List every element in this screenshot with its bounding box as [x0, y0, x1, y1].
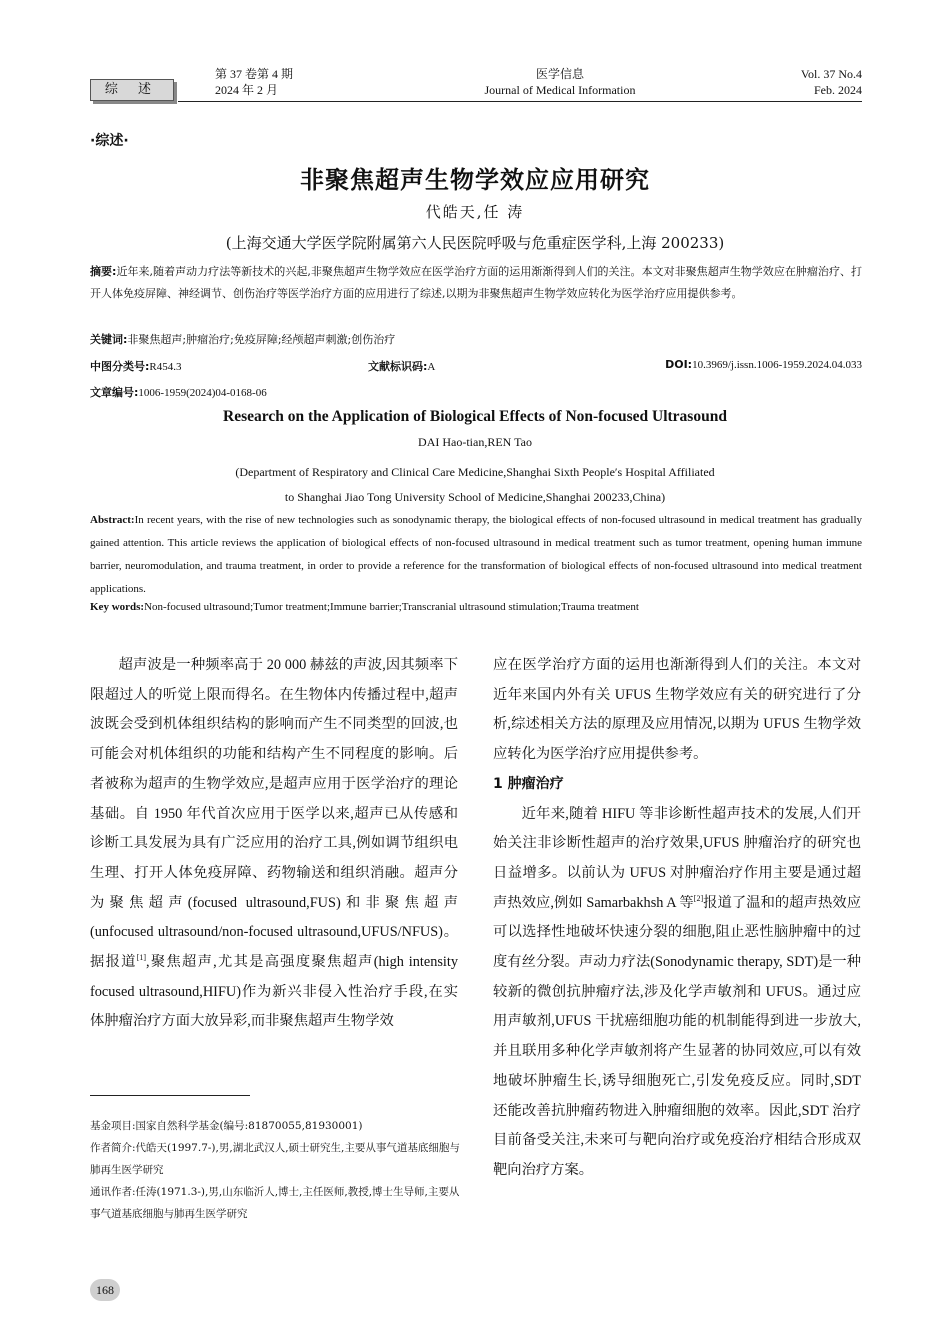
- tumor-text-1: 近年来,随着 HIFU 等非诊断性超声技术的发展,人们开始关注非诊断性超声的治疗效果,UFUS 肿瘤治疗的研究也日益增多。以前认为 UFUS 对肿瘤治疗作用主要是通过超声热效应,例如 Samarbakhsh A 等: [493, 805, 861, 911]
- authors-en: DAI Hao-tian,REN Tao: [418, 435, 532, 449]
- keywords-cn-text: 非聚焦超声;肿瘤治疗;免疫屏障;经颅超声刺激;创伤治疗: [127, 333, 396, 346]
- header-date: 2024 年 2 月: [215, 83, 279, 97]
- article-number: [90, 384, 267, 400]
- abstract-cn: [90, 261, 862, 305]
- authors-cn: 代皓天,任 涛: [425, 203, 525, 221]
- doi: [665, 358, 862, 371]
- abstract-cn-label: 摘要:: [90, 265, 117, 278]
- keywords-en-text: Non-focused ultrasound;Tumor treatment;Immune barrier;Transcranial ultrasound stimulation;Trauma treatment: [144, 601, 639, 613]
- doi-value: 10.3969/j.issn.1006-1959.2024.04.033: [692, 359, 862, 371]
- abstract-en-label: Abstract:: [90, 514, 135, 526]
- keywords-cn-label: 关键词:: [90, 333, 128, 346]
- running-header: [90, 66, 862, 102]
- header-issue: [215, 66, 293, 98]
- abstract-en: [90, 509, 862, 601]
- affiliation-en-line2: to Shanghai Jiao Tong University School of Medicine,Shanghai 200233,China): [284, 490, 666, 504]
- tumor-text-2: 报道了温和的超声热效应可以选择性地破坏快速分裂的细胞,阻止恶性脑肿瘤中的过度有丝分裂。声动力疗法(Sonodynamic therapy, SDT)是一种较新的微创抗肿瘤疗法,涉及化学声敏剂和 UFUS。通过应用声敏剂,UFUS 干扰癌细胞功能的机制能得到进一步放大,并且联用多种化学声敏剂将产生显著的协同效应,可以有效地破坏肿瘤生长,诱导细胞死亡,引发免疫反应。同时,SDT 还能改善抗肿瘤药物进入肿瘤细胞的效率。因此,SDT 治疗目前备受关注,未来可与靶向治疗或免疫治疗相结合形成双靶向治疗方案。: [493, 894, 861, 1178]
- footnote-divider: [90, 1095, 250, 1096]
- doc-value: A: [427, 361, 436, 373]
- clc-label: 中图分类号:: [90, 360, 150, 373]
- affiliation-cn: (上海交通大学医学院附属第六人民医院呼吸与危重症医学科,上海 200233): [225, 234, 725, 252]
- header-volume-en: [801, 66, 862, 98]
- footnotes: [90, 1115, 460, 1225]
- doc-code: [368, 358, 435, 374]
- footnote-corresponding: 通讯作者:任涛(1971.3-),男,山东临沂人,博士,主任医师,教授,博士生导师,主要从事气道基底细胞与肺再生医学研究: [90, 1186, 460, 1220]
- article-label: 文章编号:: [90, 386, 139, 399]
- keywords-en-label: Key words:: [90, 601, 145, 613]
- keywords-cn: [90, 331, 395, 347]
- paper-title-en: Research on the Application of Biological Effects of Non-focused Ultrasound: [223, 408, 727, 425]
- footnote-author-bio: 作者简介:代皓天(1997.7-),男,湖北武汉人,硕士研究生,主要从事气道基底细胞与肺再生医学研究: [90, 1142, 460, 1176]
- header-vol-no: Vol. 37 No.4: [800, 67, 862, 81]
- intro-text-1: 超声波是一种频率高于 20 000 赫兹的声波,因其频率下限超过人的听觉上限而得名。在生物体内传播过程中,超声波既会受到机体组织结构的影响而产生不同类型的回波,也可能会对机体组织的功能和结构产生不同程度的影响。后者被称为超声的生物学效应,是超声应用于医学治疗的理论基础。自 1950 年代首次应用于医学以来,超声已从传感和诊断工具发展为具有广泛应用的治疗工具,例如调节组织电生理、打开人体免疫屏障、药物输送和组织消融。超声分为聚焦超声(focused ultrasound,FUS)和非聚焦超声(unfocused ultrasound/non-focused ultrasound,UFUS/NFUS)。据报道: [90, 657, 458, 971]
- paragraph-tumor: [493, 800, 861, 1186]
- citation-ref: [2]: [693, 893, 704, 903]
- affiliation-en: [0, 460, 950, 510]
- header-volume: 第 37 卷第 4 期: [215, 67, 294, 81]
- paper-title-cn: 非聚焦超声生物学效应应用研究: [300, 166, 650, 194]
- intro-text-2: ,聚焦超声,尤其是高强度聚焦超声(high intensity focused ultrasound,HIFU)作为新兴非侵入性治疗手段,在实体肿瘤治疗方面大放异彩,而非聚焦超声生物学效: [90, 954, 458, 1030]
- body-column-left: [90, 651, 458, 1037]
- doc-label: 文献标识码:: [368, 360, 428, 373]
- body-column-right: [493, 651, 861, 1186]
- footnote-fund: 基金项目:国家自然科学基金(编号:81870055,81930001): [90, 1120, 363, 1132]
- clc-number: [90, 361, 182, 373]
- abstract-cn-text: 近年来,随着声动力疗法等新技术的兴起,非聚焦超声生物学效应在医学治疗方面的运用渐渐得到人们的关注。本文对非聚焦超声生物学效应在肿瘤治疗、打开人体免疫屏障、神经调节、创伤治疗等医学治疗方面的应用进行了综述,以期为非聚焦超声生物学效应转化为医学治疗应用提供参考。: [90, 265, 862, 300]
- header-journal: [475, 66, 645, 98]
- keywords-en: [90, 601, 639, 613]
- classification-row: [90, 358, 862, 374]
- paragraph-intro-cont: 应在医学治疗方面的运用也渐渐得到人们的关注。本文对近年来国内外有关 UFUS 生物学效应有关的研究进行了分析,综述相关方法的原理及应用情况,以期为 UFUS 生物学效应转化为医学治疗应用提供参考。: [493, 657, 861, 763]
- doi-label: DOI:: [665, 358, 693, 371]
- header-date-en: Feb. 2024: [814, 83, 862, 97]
- citation-ref: [1]: [136, 953, 147, 963]
- journal-name-cn: 医学信息: [535, 67, 584, 81]
- abstract-en-text: In recent years, with the rise of new technologies such as sonodynamic therapy, the biological effects of non-focused ultrasound in medical treatment has gradually gained attention. This article reviews the application of biological effects of non-focused ultrasound in medical treatment such as tumor treatment, opening human immune barrier, neuromodulation, and trauma treatment, in order to provide a reference for the transformation of biological effects of non-focused ultrasound into medical treatment applications.: [90, 514, 862, 595]
- header-divider: [178, 101, 862, 102]
- clc-value: R454.3: [149, 361, 182, 373]
- article-value: 1006-1959(2024)04-0168-06: [138, 387, 267, 399]
- paragraph-intro: [90, 651, 458, 1037]
- affiliation-en-line1: (Department of Respiratory and Clinical Care Medicine,Shanghai Sixth People′s Hospital Affiliated: [235, 465, 715, 479]
- column-tag: ·综述·: [90, 133, 129, 149]
- page-number: 168: [90, 1279, 120, 1301]
- section-heading: 1 肿瘤治疗: [493, 775, 564, 792]
- journal-name-en: Journal of Medical Information: [484, 83, 636, 97]
- section-tag: 综 述: [90, 79, 174, 101]
